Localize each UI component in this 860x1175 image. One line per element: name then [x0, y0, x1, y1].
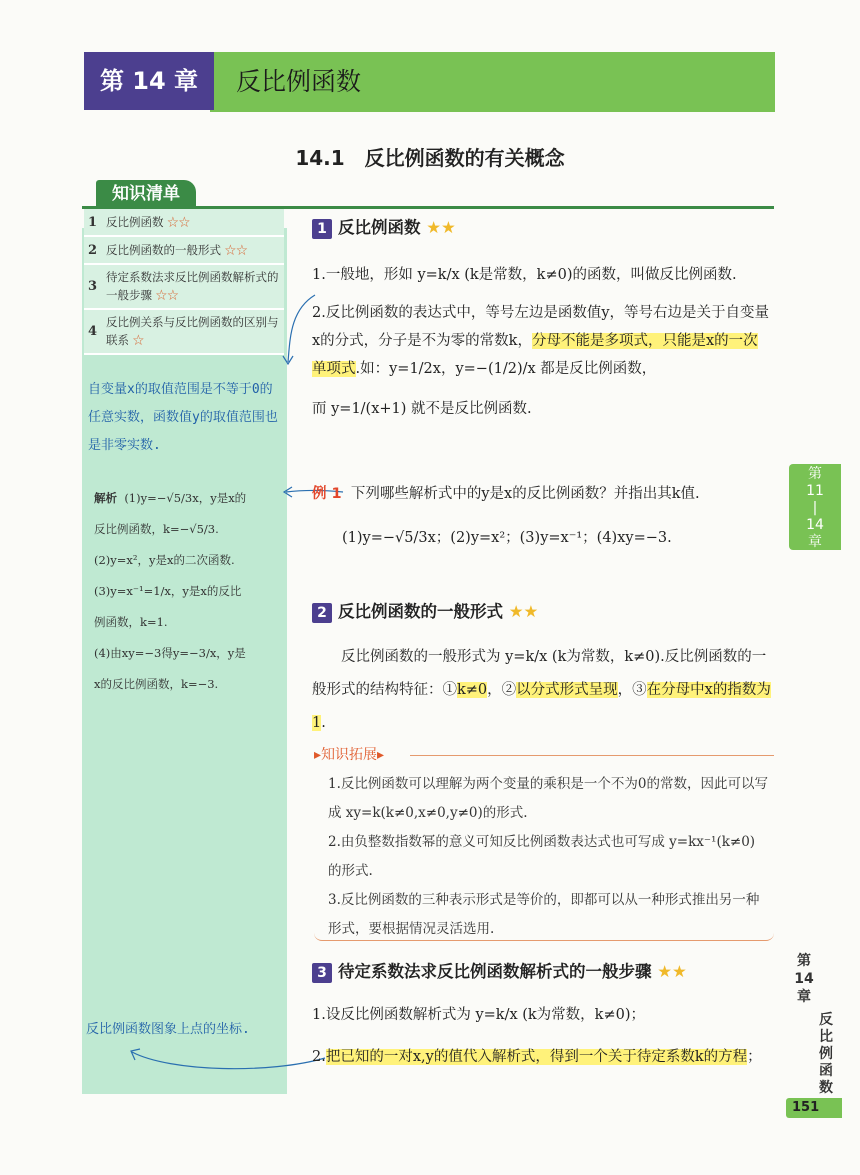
section-3	[312, 958, 772, 1071]
toc-item-number: 2	[88, 242, 98, 258]
paragraph: 1.一般地，形如 y=k/x (k是常数，k≠0)的函数，叫做反比例函数.	[312, 267, 737, 283]
divider	[410, 755, 774, 756]
analysis-line: 反比例函数，k=−√5/3.	[94, 522, 219, 536]
paragraph	[312, 641, 772, 740]
handwritten-note: 自变量x的取值范围是不等于0的任意实数，函数值y的取值范围也是非零实数.	[88, 382, 278, 453]
section-heading-text: 反比例函数的一般形式	[338, 602, 503, 621]
star-icon: ☆☆	[167, 214, 191, 229]
section-number: 2	[312, 603, 332, 623]
text: ；	[747, 1049, 762, 1065]
chapter-title: 反比例函数	[236, 67, 362, 96]
paragraph	[312, 1043, 772, 1071]
toc-item	[84, 209, 284, 237]
running-header-char: 章	[797, 989, 811, 1005]
section-title: 14.1 反比例函数的有关概念	[295, 146, 565, 170]
star-icon: ★★	[657, 962, 687, 981]
section-1	[312, 214, 772, 423]
analysis-block	[94, 483, 284, 700]
toc-item-text: 反比例函数	[106, 214, 164, 229]
handwritten-note: 反比例函数图象上点的坐标.	[86, 1022, 250, 1037]
analysis-line: (1)y=−√5/3x，y是x的	[124, 491, 247, 505]
extension-list	[328, 770, 768, 944]
section-heading	[312, 598, 772, 623]
text: 2.	[312, 1049, 326, 1065]
section-heading	[312, 958, 772, 983]
example-1	[312, 480, 772, 552]
analysis-line: (4)由xy=−3得y=−3/x，y是	[94, 646, 246, 660]
example-label: 例 1	[312, 486, 342, 502]
text: 2.反比例函数的表达式中，等号左边是函数值y，等号右边是关于自变量x的分式，分子是不为零的常数k，	[312, 305, 770, 349]
side-tab-text: 14	[806, 517, 824, 533]
analysis-label: 解析	[94, 491, 117, 505]
highlighted-text: k≠0	[457, 682, 488, 698]
section-number: 3	[312, 963, 332, 983]
side-tab-text: 章	[808, 534, 822, 550]
star-icon: ☆☆	[224, 242, 248, 257]
text: ，③	[617, 682, 647, 698]
example-items: (1)y=−√5/3x；(2)y=x²；(3)y=x⁻¹；(4)xy=−3.	[342, 530, 672, 546]
toc-item-text: 反比例函数的一般形式	[106, 242, 221, 257]
side-tab-text: 第	[808, 466, 822, 482]
highlighted-text: 以分式形式呈现	[516, 682, 618, 698]
star-icon: ★★	[508, 602, 539, 621]
text: .	[321, 715, 326, 731]
chapter-label: 第 14 章	[84, 52, 214, 110]
highlighted-text: 把已知的一对x,y的值代入解析式，得到一个关于待定系数k的方程	[325, 1049, 748, 1065]
chapter-side-tab	[789, 464, 841, 550]
list-item: 3.反比例函数的三种表示形式是等价的，即都可以从一种形式推出另一种形式，要根据情况灵活选用.	[328, 892, 760, 937]
toc-item-number: 3	[88, 278, 98, 294]
toc-tab: 知识清单	[96, 180, 196, 208]
toc-item-text: 反比例关系与反比例函数的区别与联系	[106, 314, 279, 348]
star-icon: ☆☆	[155, 288, 179, 303]
list-item: 2.由负整数指数幂的意义可知反比例函数表达式也可写成 y=kx⁻¹(k≠0)的形式.	[328, 834, 756, 879]
running-header-char: 14	[794, 971, 814, 987]
star-icon: ★★	[426, 218, 456, 237]
running-header-char: 比	[819, 1029, 833, 1045]
toc-item-text: 待定系数法求反比例函数解析式的一般步骤	[106, 270, 279, 303]
side-tab-text: |	[812, 500, 818, 516]
running-header-char: 例	[819, 1046, 833, 1062]
page-number: 151	[786, 1098, 842, 1118]
toc-item-number: 1	[88, 214, 98, 230]
section-heading-text: 反比例函数	[338, 218, 421, 237]
text: 反比例函数的一般形式为 y=k/x (k为常数，k≠0).反比例函数的一般形式的结构特征：①	[312, 649, 767, 698]
toc-item	[84, 265, 284, 310]
running-header-char: 反	[819, 1012, 833, 1028]
running-header-char: 第	[797, 953, 811, 969]
extension-title: ▸知识拓展▸	[314, 747, 385, 763]
list-item: 1.反比例函数可以理解为两个变量的乘积是一个不为0的常数，因此可以写成 xy=k(k≠0,x≠0,y≠0)的形式.	[328, 776, 768, 821]
side-tab-text: 11	[806, 483, 824, 499]
analysis-line: x的反比例函数，k=−3.	[94, 677, 219, 691]
paragraph: 而 y=1/(x+1) 就不是反比例函数.	[312, 401, 532, 417]
highlighted-text: 在分母中x的指数为1	[312, 682, 771, 731]
text: .如：y=1/2x，y=−(1/2)/x 都是反比例函数，	[355, 361, 657, 377]
paragraph: 1.设反比例函数解析式为 y=k/x (k为常数，k≠0)；	[312, 1007, 646, 1023]
running-header-char: 函	[819, 1063, 833, 1079]
toc-item	[84, 310, 284, 355]
text: ，②	[487, 682, 517, 698]
section-heading-text: 待定系数法求反比例函数解析式的一般步骤	[338, 962, 652, 981]
section-number: 1	[312, 219, 332, 239]
section-heading	[312, 214, 772, 239]
toc-list	[84, 209, 284, 355]
section-2	[312, 598, 772, 740]
paragraph	[312, 299, 772, 383]
running-header	[792, 952, 816, 1006]
star-icon: ☆	[132, 333, 145, 348]
toc-item	[84, 237, 284, 265]
toc-item-number: 4	[88, 323, 98, 339]
example-question: 下列哪些解析式中的y是x的反比例函数？并指出其k值.	[350, 486, 700, 502]
analysis-line: (2)y=x²，y是x的二次函数.	[94, 553, 235, 567]
running-header	[816, 1012, 836, 1097]
analysis-line: 例函数，k=1.	[94, 615, 168, 629]
connector-arrow	[120, 1036, 340, 1076]
running-header-char: 数	[819, 1080, 833, 1096]
highlighted-text: 分母不能是多项式，只能是x的一次单项式	[312, 333, 758, 377]
analysis-line: (3)y=x⁻¹=1/x，y是x的反比	[94, 584, 242, 598]
